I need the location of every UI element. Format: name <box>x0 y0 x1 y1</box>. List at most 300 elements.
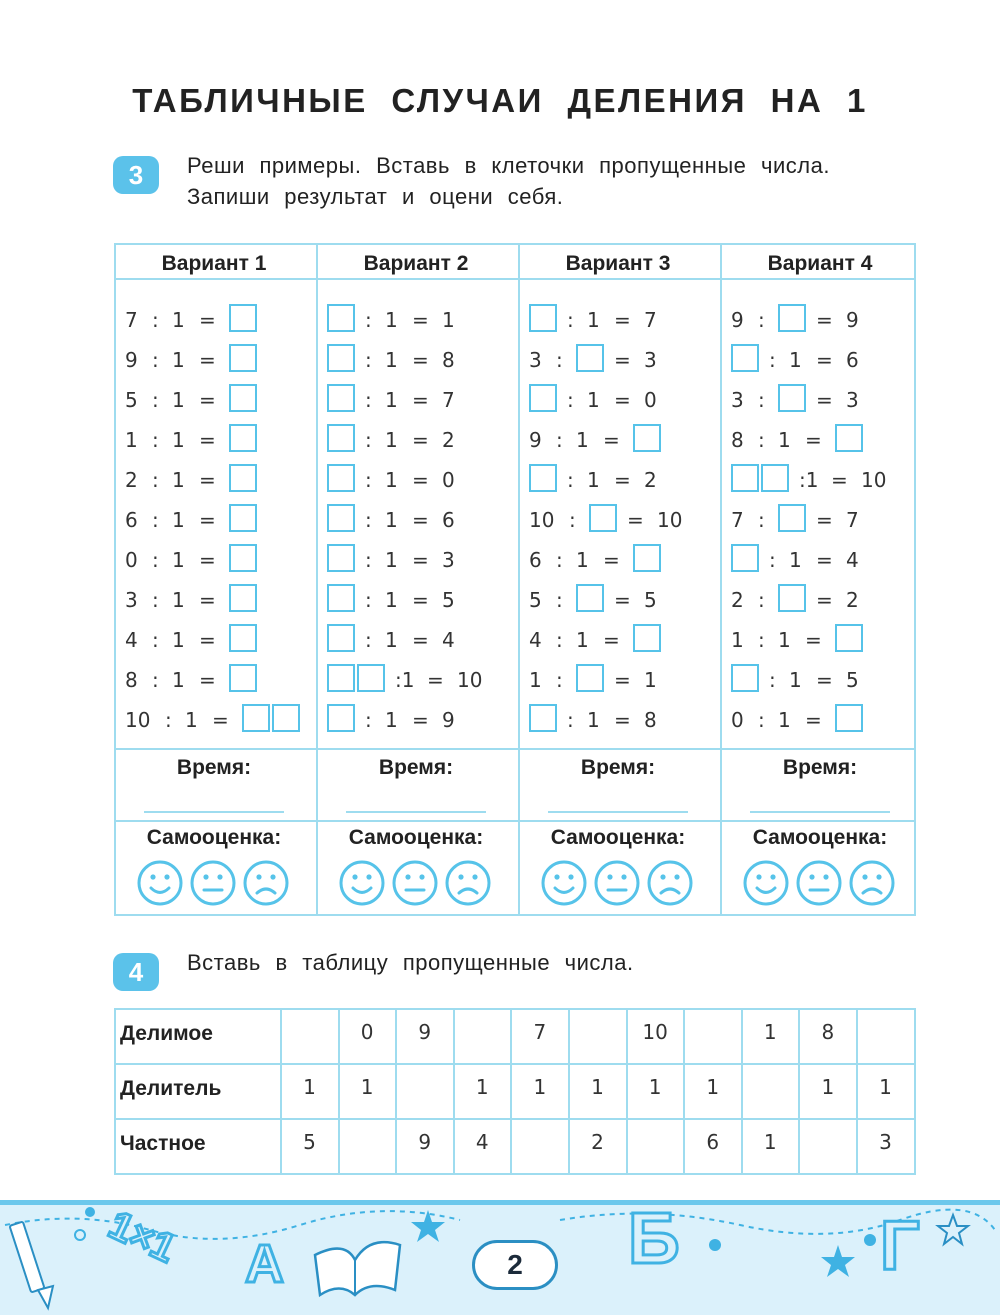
expression-token: : <box>365 628 372 652</box>
expression-token: 6 <box>442 508 455 532</box>
dot-decoration <box>85 1207 95 1217</box>
expression-token: = <box>412 628 429 652</box>
answer-box[interactable] <box>229 384 257 412</box>
page-number: 2 <box>472 1240 558 1290</box>
answer-box[interactable] <box>242 704 270 732</box>
expression-token: 7 <box>846 508 859 532</box>
expression-token: = <box>412 348 429 372</box>
table-rule <box>114 243 914 245</box>
table-cell: 1 <box>475 1075 489 1099</box>
expression-token: 1 <box>385 428 398 452</box>
answer-box[interactable] <box>576 664 604 692</box>
expression-token: = <box>199 548 216 572</box>
expression-token: : <box>152 348 159 372</box>
expression-token: = <box>805 708 822 732</box>
expression-token: = <box>816 588 833 612</box>
expression-token: 3 <box>846 388 859 412</box>
task-3-instruction-line1: Реши примеры. Вставь в клеточки пропущенные числа. <box>187 153 830 178</box>
table-cell: 1 <box>763 1020 777 1044</box>
empty-cell[interactable] <box>799 1130 856 1160</box>
expression-token: 1 <box>172 668 185 692</box>
expression-token: 4 <box>442 628 455 652</box>
expression-token: : <box>152 628 159 652</box>
neutral-face-icon[interactable] <box>795 859 843 907</box>
expression-token: = <box>816 388 833 412</box>
self-assessment-label: Самооценка: <box>550 826 686 849</box>
expression-token: = <box>412 308 429 332</box>
time-label: Время: <box>580 756 656 779</box>
expression-token: 1 <box>789 668 802 692</box>
expression-token: = <box>816 668 833 692</box>
answer-box[interactable] <box>633 424 661 452</box>
expression-token: 1 <box>529 668 542 692</box>
table-rule <box>114 748 914 750</box>
table-cell: 0 <box>360 1020 374 1044</box>
answer-box[interactable] <box>731 664 759 692</box>
row-label: Частное <box>120 1132 206 1155</box>
time-input-line[interactable] <box>346 811 486 813</box>
expression-token: = <box>412 388 429 412</box>
expression-token: 2 <box>731 588 744 612</box>
answer-box[interactable] <box>529 384 557 412</box>
answer-box[interactable] <box>778 304 806 332</box>
time-input-line[interactable] <box>750 811 890 813</box>
table-cell: 9 <box>418 1020 432 1044</box>
table-cell: 1 <box>648 1075 662 1099</box>
expression-token: 1 <box>385 468 398 492</box>
expression-token: = <box>199 348 216 372</box>
open-book-icon <box>315 1242 400 1295</box>
time-label: Время: <box>782 756 858 779</box>
footer-letter-g: Г <box>880 1206 920 1284</box>
expression-token: 3 <box>731 388 744 412</box>
expression-token: 1 <box>587 468 600 492</box>
answer-box[interactable] <box>229 424 257 452</box>
star-icon <box>821 1245 855 1277</box>
answer-box[interactable] <box>327 704 355 732</box>
expression-token: 1 <box>385 588 398 612</box>
expression-token: : <box>365 548 372 572</box>
variant-3-title: Вариант 3 <box>565 252 671 275</box>
answer-box[interactable] <box>229 664 257 692</box>
answer-box[interactable] <box>327 584 355 612</box>
expression-token: 4 <box>125 628 138 652</box>
sad-face-icon[interactable] <box>848 859 896 907</box>
expression-token: 7 <box>442 388 455 412</box>
dot-decoration <box>864 1234 876 1246</box>
expression-token: = <box>831 468 848 492</box>
table-cell: 8 <box>821 1020 835 1044</box>
expression-token: : <box>556 548 563 572</box>
expression-token: 1 <box>587 308 600 332</box>
table-cell: 3 <box>879 1130 892 1154</box>
answer-box[interactable] <box>778 384 806 412</box>
time-label: Время: <box>176 756 252 779</box>
answer-box[interactable] <box>731 464 759 492</box>
expression-token: :1 <box>395 668 415 692</box>
expression-token: = <box>614 588 631 612</box>
table-cell: 1 <box>879 1075 892 1099</box>
table-cell: 6 <box>706 1130 720 1154</box>
empty-cell[interactable] <box>396 1075 453 1105</box>
table-column-rule <box>518 243 520 916</box>
expression-token: 1 <box>731 628 744 652</box>
expression-token: 10 <box>529 508 555 532</box>
empty-cell[interactable] <box>857 1020 914 1050</box>
expression-token: = <box>805 628 822 652</box>
expression-token: 1 <box>125 428 138 452</box>
empty-cell[interactable] <box>742 1075 799 1105</box>
neutral-face-icon[interactable] <box>593 859 641 907</box>
expression-token: 6 <box>529 548 542 572</box>
expression-token: 1 <box>789 348 802 372</box>
dot-decoration <box>709 1239 721 1251</box>
variant-4-title: Вариант 4 <box>767 252 873 275</box>
answer-box[interactable] <box>761 464 789 492</box>
table-rule <box>114 1118 916 1120</box>
answer-box[interactable] <box>229 544 257 572</box>
table-rule <box>114 1063 916 1065</box>
expression-token: = <box>412 428 429 452</box>
expression-token: : <box>365 708 372 732</box>
footer-dashed-line-right <box>560 1210 995 1234</box>
empty-cell[interactable] <box>627 1130 684 1160</box>
sad-face-icon[interactable] <box>646 859 694 907</box>
answer-box[interactable] <box>589 504 617 532</box>
expression-token: 1 <box>576 428 589 452</box>
answer-box[interactable] <box>327 464 355 492</box>
expression-token: : <box>165 708 172 732</box>
table-column-rule <box>114 243 116 916</box>
answer-box[interactable] <box>357 664 385 692</box>
expression-token: : <box>556 628 563 652</box>
expression-token: = <box>627 508 644 532</box>
expression-token: = <box>199 588 216 612</box>
expression-token: = <box>816 548 833 572</box>
answer-box[interactable] <box>327 424 355 452</box>
table-cell: 1 <box>706 1075 720 1099</box>
table-cell: 1 <box>591 1075 604 1099</box>
answer-box[interactable] <box>835 424 863 452</box>
variant-1-title: Вариант 1 <box>161 252 267 275</box>
expression-token: 1 <box>644 668 657 692</box>
answer-box[interactable] <box>327 544 355 572</box>
row-label: Делитель <box>120 1077 222 1100</box>
answer-box[interactable] <box>327 344 355 372</box>
expression-token: 4 <box>529 628 542 652</box>
expression-token: = <box>412 708 429 732</box>
expression-token: 3 <box>529 348 542 372</box>
empty-cell[interactable] <box>339 1130 396 1160</box>
expression-token: 1 <box>385 388 398 412</box>
circle-decoration <box>75 1230 85 1240</box>
table-cell: 1 <box>533 1075 547 1099</box>
answer-box[interactable] <box>778 504 806 532</box>
expression-token: : <box>556 588 563 612</box>
expression-token: = <box>805 428 822 452</box>
empty-cell[interactable] <box>454 1020 511 1050</box>
expression-token: 8 <box>125 668 138 692</box>
expression-token: : <box>769 348 776 372</box>
empty-cell[interactable] <box>281 1020 338 1050</box>
expression-token: 10 <box>457 668 483 692</box>
expression-token: = <box>816 508 833 532</box>
answer-box[interactable] <box>229 504 257 532</box>
self-assessment-label: Самооценка: <box>348 826 484 849</box>
expression-token: : <box>567 308 574 332</box>
expression-token: = <box>603 548 620 572</box>
table-cell: 10 <box>642 1020 668 1044</box>
expression-token: 2 <box>846 588 859 612</box>
self-assessment-label: Самооценка: <box>146 826 282 849</box>
empty-cell[interactable] <box>511 1130 568 1160</box>
expression-token: 1 <box>385 548 398 572</box>
expression-token: : <box>365 588 372 612</box>
answer-box[interactable] <box>229 304 257 332</box>
answer-box[interactable] <box>633 624 661 652</box>
expression-token: 9 <box>125 348 138 372</box>
expression-token: 8 <box>442 348 455 372</box>
smile-icon[interactable] <box>338 859 386 907</box>
expression-token: : <box>758 388 765 412</box>
expression-token: = <box>199 508 216 532</box>
expression-token: : <box>556 428 563 452</box>
empty-cell[interactable] <box>684 1020 741 1050</box>
variant-2-title: Вариант 2 <box>363 252 469 275</box>
footer-dashed-line-left <box>5 1211 460 1239</box>
table-cell: 1 <box>821 1075 835 1099</box>
expression-token: 0 <box>644 388 657 412</box>
answer-box[interactable] <box>229 344 257 372</box>
expression-token: 4 <box>846 548 859 572</box>
expression-token: 1 <box>172 588 185 612</box>
table-column-rule <box>914 243 916 916</box>
sad-face-icon[interactable] <box>444 859 492 907</box>
expression-token: = <box>816 308 833 332</box>
table-cell: 4 <box>475 1130 489 1154</box>
expression-token: 0 <box>442 468 455 492</box>
expression-token: : <box>556 348 563 372</box>
table-rule <box>114 1008 916 1010</box>
expression-token: 3 <box>125 588 138 612</box>
empty-cell[interactable] <box>569 1020 626 1050</box>
expression-token: : <box>769 548 776 572</box>
table-cell: 1 <box>360 1075 374 1099</box>
expression-token: = <box>614 348 631 372</box>
answer-box[interactable] <box>229 464 257 492</box>
expression-token: 1 <box>172 308 185 332</box>
table-column-rule <box>316 243 318 916</box>
table-cell: 2 <box>591 1130 604 1154</box>
expression-token: 1 <box>442 308 455 332</box>
expression-token: 1 <box>172 548 185 572</box>
answer-box[interactable] <box>327 304 355 332</box>
expression-token: : <box>152 308 159 332</box>
answer-box[interactable] <box>633 544 661 572</box>
table-cell: 1 <box>763 1130 777 1154</box>
expression-token: 5 <box>644 588 657 612</box>
expression-token: : <box>152 468 159 492</box>
expression-token: = <box>614 668 631 692</box>
time-input-line[interactable] <box>548 811 688 813</box>
expression-token: 2 <box>442 428 455 452</box>
answer-box[interactable] <box>529 464 557 492</box>
expression-token: : <box>567 388 574 412</box>
answer-box[interactable] <box>835 704 863 732</box>
expression-token: 3 <box>644 348 657 372</box>
expression-token: 1 <box>172 348 185 372</box>
table-cell: 7 <box>533 1020 547 1044</box>
answer-box[interactable] <box>576 584 604 612</box>
expression-token: : <box>152 508 159 532</box>
expression-token: 1 <box>385 628 398 652</box>
answer-box[interactable] <box>529 704 557 732</box>
expression-token: :1 <box>799 468 819 492</box>
expression-token: : <box>152 428 159 452</box>
expression-token: = <box>199 388 216 412</box>
expression-token: 1 <box>778 628 791 652</box>
expression-token: 0 <box>125 548 138 572</box>
expression-token: = <box>603 628 620 652</box>
answer-box[interactable] <box>731 544 759 572</box>
expression-token: 5 <box>529 588 542 612</box>
expression-token: 10 <box>861 468 887 492</box>
expression-token: : <box>769 668 776 692</box>
expression-token: : <box>758 588 765 612</box>
answer-box[interactable] <box>327 624 355 652</box>
expression-token: 1 <box>385 708 398 732</box>
expression-token: : <box>365 348 372 372</box>
expression-token: = <box>199 468 216 492</box>
expression-token: 2 <box>125 468 138 492</box>
expression-token: 1 <box>587 388 600 412</box>
expression-token: 1 <box>172 388 185 412</box>
answer-box[interactable] <box>272 704 300 732</box>
expression-token: 7 <box>125 308 138 332</box>
expression-token: : <box>758 628 765 652</box>
answer-box[interactable] <box>229 584 257 612</box>
footer-letter-a: А <box>245 1234 284 1294</box>
expression-token: : <box>365 388 372 412</box>
expression-token: = <box>412 508 429 532</box>
pencil-icon <box>10 1222 53 1308</box>
answer-box[interactable] <box>835 624 863 652</box>
expression-token: 1 <box>185 708 198 732</box>
outline-star-icon <box>938 1215 968 1244</box>
expression-token: 5 <box>846 668 859 692</box>
expression-token: 2 <box>644 468 657 492</box>
answer-box[interactable] <box>229 624 257 652</box>
expression-token: 1 <box>385 508 398 532</box>
expression-token: = <box>412 468 429 492</box>
smile-icon[interactable] <box>540 859 588 907</box>
expression-token: : <box>569 508 576 532</box>
expression-token: : <box>365 508 372 532</box>
answer-box[interactable] <box>731 344 759 372</box>
expression-token: 5 <box>442 588 455 612</box>
expression-token: = <box>603 428 620 452</box>
table-cell: 5 <box>303 1130 316 1154</box>
sad-face-icon[interactable] <box>242 859 290 907</box>
expression-token: : <box>758 708 765 732</box>
expression-token: : <box>365 428 372 452</box>
table-rule <box>114 1173 916 1175</box>
expression-token: = <box>614 708 631 732</box>
expression-token: = <box>199 428 216 452</box>
neutral-face-icon[interactable] <box>189 859 237 907</box>
expression-token: : <box>758 508 765 532</box>
expression-token: 8 <box>731 428 744 452</box>
expression-token: = <box>816 348 833 372</box>
expression-token: = <box>614 468 631 492</box>
footer-letter-b: Б <box>628 1199 680 1279</box>
task-4-instruction: Вставь в таблицу пропущенные числа. <box>187 950 634 975</box>
expression-token: 1 <box>385 348 398 372</box>
expression-token: 10 <box>125 708 151 732</box>
answer-box[interactable] <box>529 304 557 332</box>
expression-token: : <box>567 468 574 492</box>
smile-icon[interactable] <box>742 859 790 907</box>
expression-token: 1 <box>576 548 589 572</box>
expression-token: 9 <box>731 308 744 332</box>
table-rule <box>114 278 914 280</box>
expression-token: : <box>152 588 159 612</box>
page-title: ТАБЛИЧНЫЕ СЛУЧАИ ДЕЛЕНИЯ НА 1 <box>132 82 868 119</box>
task-3-instruction-line2: Запиши результат и оцени себя. <box>187 184 564 209</box>
expression-token: 1 <box>576 628 589 652</box>
task-3-badge: 3 <box>113 156 159 194</box>
self-assessment-label: Самооценка: <box>752 826 888 849</box>
table-cell: 1 <box>303 1075 316 1099</box>
expression-token: 9 <box>529 428 542 452</box>
expression-token: : <box>365 308 372 332</box>
expression-token: = <box>427 668 444 692</box>
expression-token: : <box>152 548 159 572</box>
expression-token: : <box>152 668 159 692</box>
expression-token: = <box>412 548 429 572</box>
expression-token: : <box>152 388 159 412</box>
answer-box[interactable] <box>327 504 355 532</box>
time-input-line[interactable] <box>144 811 284 813</box>
answer-box[interactable] <box>327 664 355 692</box>
expression-token: = <box>614 308 631 332</box>
expression-token: = <box>199 628 216 652</box>
expression-token: 1 <box>778 708 791 732</box>
expression-token: 1 <box>172 508 185 532</box>
expression-token: : <box>556 668 563 692</box>
expression-token: = <box>199 668 216 692</box>
expression-token: 1 <box>789 548 802 572</box>
expression-token: 0 <box>731 708 744 732</box>
smile-icon[interactable] <box>136 859 184 907</box>
expression-token: = <box>199 308 216 332</box>
expression-token: 3 <box>442 548 455 572</box>
footer-formula: 1×1 <box>102 1202 183 1272</box>
answer-box[interactable] <box>327 384 355 412</box>
expression-token: : <box>365 468 372 492</box>
table-cell: 9 <box>418 1130 432 1154</box>
answer-box[interactable] <box>576 344 604 372</box>
answer-box[interactable] <box>778 584 806 612</box>
expression-token: 6 <box>846 348 859 372</box>
expression-token: 1 <box>172 468 185 492</box>
table-rule <box>114 820 914 822</box>
expression-token: 5 <box>125 388 138 412</box>
neutral-face-icon[interactable] <box>391 859 439 907</box>
row-label: Делимое <box>120 1022 213 1045</box>
task-4-badge: 4 <box>113 953 159 991</box>
table-rule <box>114 914 914 916</box>
